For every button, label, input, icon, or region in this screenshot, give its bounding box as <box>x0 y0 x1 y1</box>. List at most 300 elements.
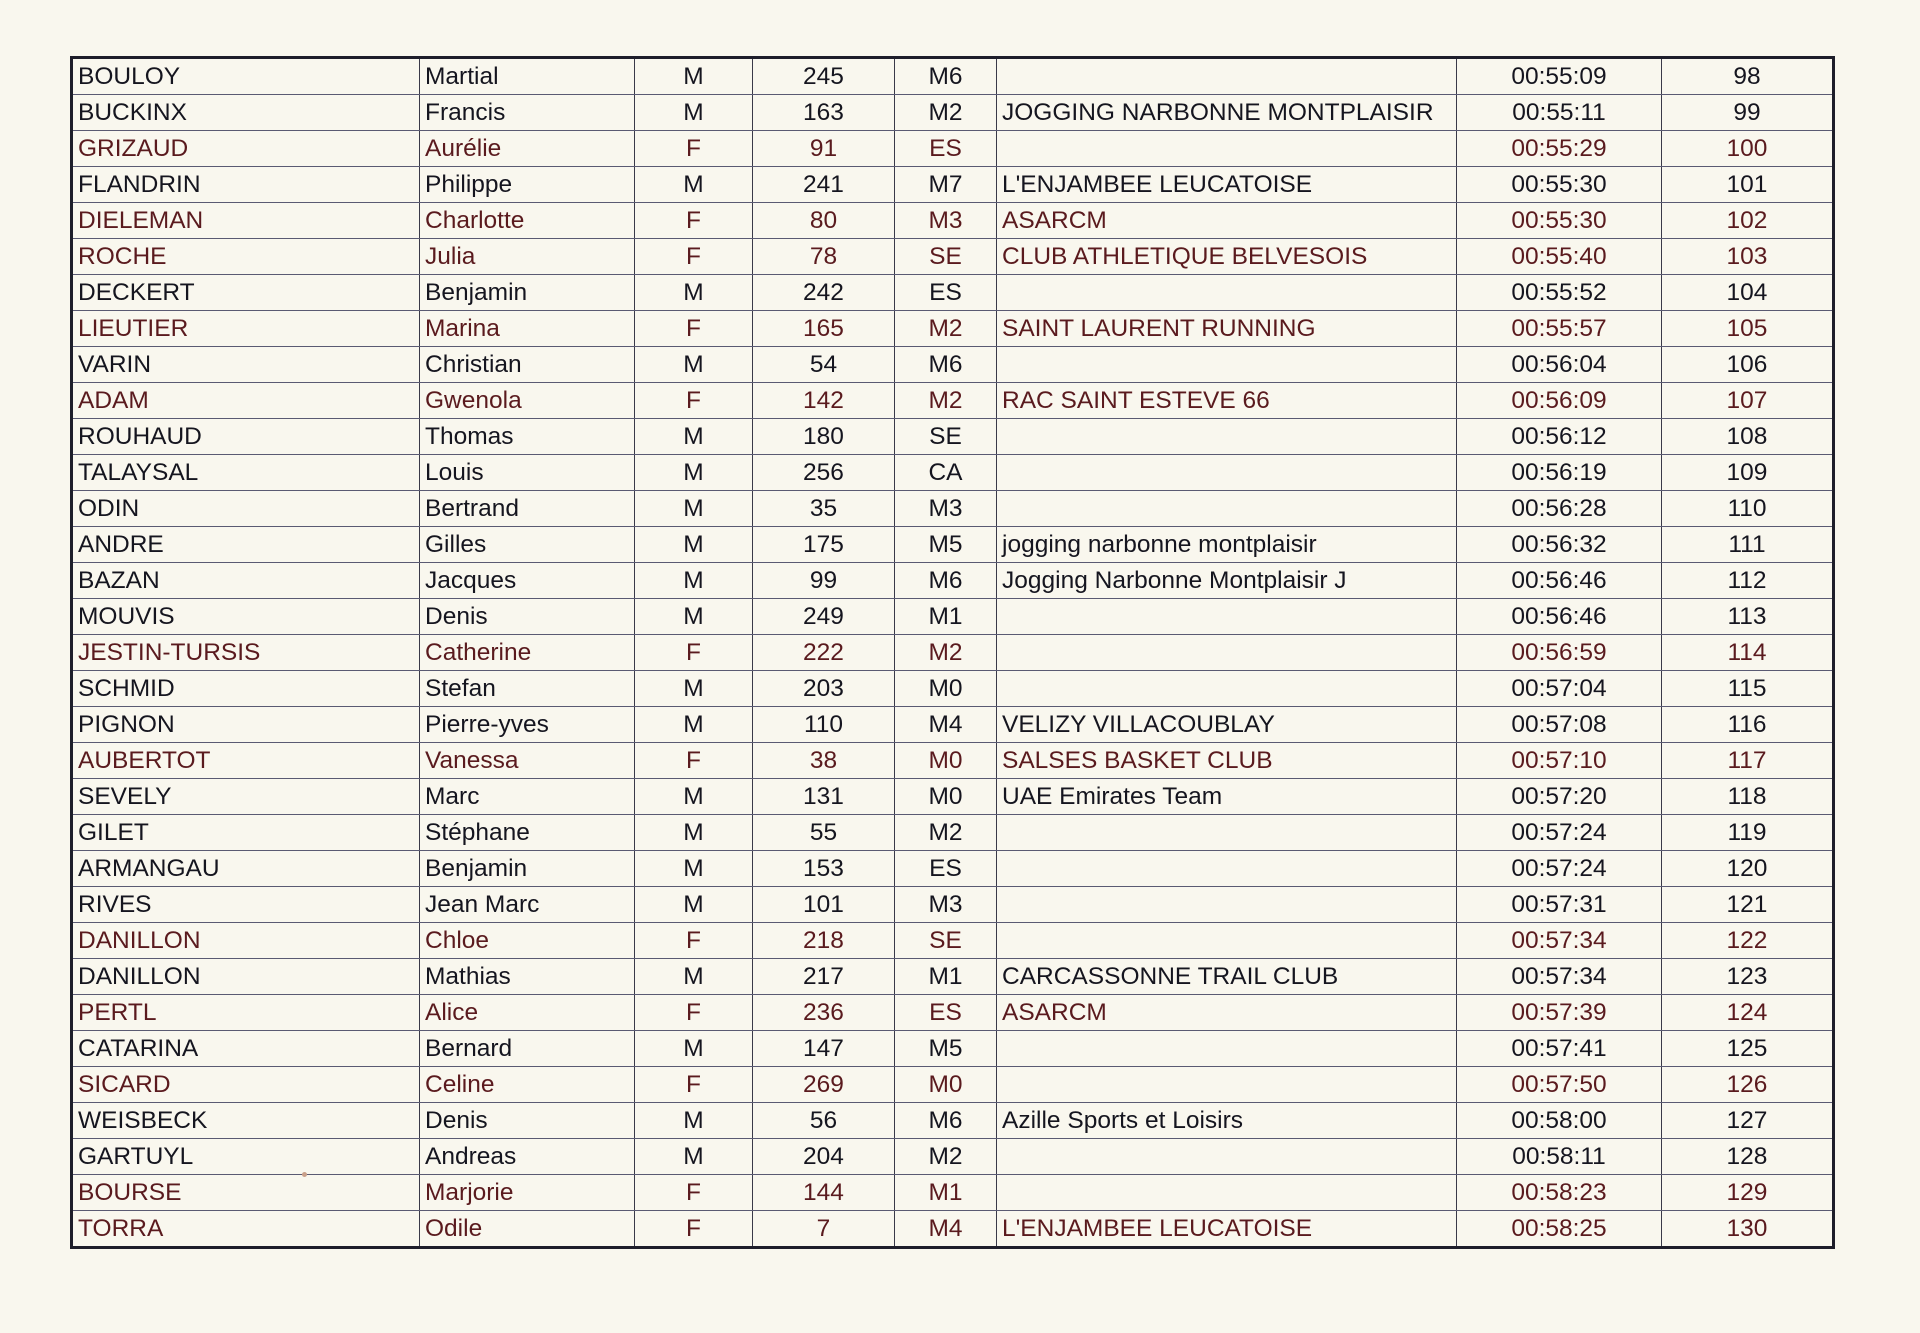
sex-cell: M <box>635 815 753 851</box>
category-cell: M4 <box>895 1211 997 1248</box>
table-row <box>72 599 1834 635</box>
first-name-cell: Denis <box>420 1103 635 1139</box>
last-name-cell: LIEUTIER <box>72 311 420 347</box>
club-cell <box>997 1139 1457 1175</box>
first-name-cell: Bertrand <box>420 491 635 527</box>
bib-number-cell: 236 <box>753 995 895 1031</box>
table-row <box>72 203 1834 239</box>
last-name-cell: GARTUYL <box>72 1139 420 1175</box>
time-cell: 00:57:20 <box>1457 779 1662 815</box>
bib-number-cell: 245 <box>753 58 895 95</box>
category-cell: M3 <box>895 203 997 239</box>
category-cell: M7 <box>895 167 997 203</box>
first-name-cell: Benjamin <box>420 851 635 887</box>
bib-number-cell: 91 <box>753 131 895 167</box>
first-name-cell: Vanessa <box>420 743 635 779</box>
club-cell: RAC SAINT ESTEVE 66 <box>997 383 1457 419</box>
bib-number-cell: 256 <box>753 455 895 491</box>
rank-cell: 126 <box>1662 1067 1834 1103</box>
sex-cell: M <box>635 419 753 455</box>
category-cell: M6 <box>895 58 997 95</box>
club-cell: jogging narbonne montplaisir <box>997 527 1457 563</box>
rank-cell: 127 <box>1662 1103 1834 1139</box>
table-row <box>72 923 1834 959</box>
results-table-body <box>72 58 1834 1248</box>
rank-cell: 111 <box>1662 527 1834 563</box>
table-row <box>72 635 1834 671</box>
club-cell <box>997 419 1457 455</box>
time-cell: 00:57:08 <box>1457 707 1662 743</box>
rank-cell: 122 <box>1662 923 1834 959</box>
category-cell: SE <box>895 923 997 959</box>
bib-number-cell: 56 <box>753 1103 895 1139</box>
bib-number-cell: 78 <box>753 239 895 275</box>
first-name-cell: Jean Marc <box>420 887 635 923</box>
bib-number-cell: 35 <box>753 491 895 527</box>
rank-cell: 129 <box>1662 1175 1834 1211</box>
time-cell: 00:55:11 <box>1457 95 1662 131</box>
time-cell: 00:57:24 <box>1457 851 1662 887</box>
rank-cell: 105 <box>1662 311 1834 347</box>
club-cell <box>997 1175 1457 1211</box>
club-cell: CLUB ATHLETIQUE BELVESOIS <box>997 239 1457 275</box>
first-name-cell: Catherine <box>420 635 635 671</box>
last-name-cell: ANDRE <box>72 527 420 563</box>
first-name-cell: Thomas <box>420 419 635 455</box>
sex-cell: M <box>635 887 753 923</box>
bib-number-cell: 99 <box>753 563 895 599</box>
bib-number-cell: 144 <box>753 1175 895 1211</box>
last-name-cell: GILET <box>72 815 420 851</box>
club-cell <box>997 599 1457 635</box>
last-name-cell: ROUHAUD <box>72 419 420 455</box>
category-cell: M1 <box>895 1175 997 1211</box>
bib-number-cell: 7 <box>753 1211 895 1248</box>
club-cell <box>997 635 1457 671</box>
time-cell: 00:55:09 <box>1457 58 1662 95</box>
last-name-cell: WEISBECK <box>72 1103 420 1139</box>
first-name-cell: Christian <box>420 347 635 383</box>
table-row <box>72 1139 1834 1175</box>
bib-number-cell: 131 <box>753 779 895 815</box>
last-name-cell: ROCHE <box>72 239 420 275</box>
club-cell <box>997 1067 1457 1103</box>
table-row <box>72 815 1834 851</box>
sex-cell: M <box>635 671 753 707</box>
rank-cell: 114 <box>1662 635 1834 671</box>
table-row <box>72 851 1834 887</box>
table-row <box>72 131 1834 167</box>
rank-cell: 113 <box>1662 599 1834 635</box>
sex-cell: F <box>635 1067 753 1103</box>
paper-speck <box>302 1172 307 1177</box>
rank-cell: 112 <box>1662 563 1834 599</box>
club-cell: Jogging Narbonne Montplaisir J <box>997 563 1457 599</box>
time-cell: 00:56:46 <box>1457 563 1662 599</box>
bib-number-cell: 142 <box>753 383 895 419</box>
table-row <box>72 275 1834 311</box>
time-cell: 00:58:11 <box>1457 1139 1662 1175</box>
category-cell: SE <box>895 239 997 275</box>
table-row <box>72 167 1834 203</box>
first-name-cell: Marc <box>420 779 635 815</box>
results-sheet <box>70 56 1832 1249</box>
table-row <box>72 239 1834 275</box>
club-cell: CARCASSONNE TRAIL CLUB <box>997 959 1457 995</box>
sex-cell: F <box>635 311 753 347</box>
first-name-cell: Benjamin <box>420 275 635 311</box>
time-cell: 00:56:32 <box>1457 527 1662 563</box>
rank-cell: 107 <box>1662 383 1834 419</box>
time-cell: 00:55:40 <box>1457 239 1662 275</box>
category-cell: M2 <box>895 1139 997 1175</box>
club-cell <box>997 347 1457 383</box>
bib-number-cell: 38 <box>753 743 895 779</box>
table-row <box>72 1067 1834 1103</box>
first-name-cell: Stefan <box>420 671 635 707</box>
rank-cell: 125 <box>1662 1031 1834 1067</box>
bib-number-cell: 175 <box>753 527 895 563</box>
category-cell: M2 <box>895 95 997 131</box>
last-name-cell: PERTL <box>72 995 420 1031</box>
rank-cell: 103 <box>1662 239 1834 275</box>
sex-cell: F <box>635 239 753 275</box>
last-name-cell: ODIN <box>72 491 420 527</box>
bib-number-cell: 180 <box>753 419 895 455</box>
category-cell: M2 <box>895 635 997 671</box>
last-name-cell: FLANDRIN <box>72 167 420 203</box>
club-cell <box>997 455 1457 491</box>
time-cell: 00:57:34 <box>1457 923 1662 959</box>
bib-number-cell: 153 <box>753 851 895 887</box>
first-name-cell: Gwenola <box>420 383 635 419</box>
time-cell: 00:55:30 <box>1457 203 1662 239</box>
first-name-cell: Bernard <box>420 1031 635 1067</box>
table-row <box>72 527 1834 563</box>
first-name-cell: Charlotte <box>420 203 635 239</box>
bib-number-cell: 101 <box>753 887 895 923</box>
sex-cell: M <box>635 1031 753 1067</box>
first-name-cell: Pierre-yves <box>420 707 635 743</box>
last-name-cell: DIELEMAN <box>72 203 420 239</box>
club-cell: L'ENJAMBEE LEUCATOISE <box>997 167 1457 203</box>
bib-number-cell: 217 <box>753 959 895 995</box>
last-name-cell: SICARD <box>72 1067 420 1103</box>
rank-cell: 116 <box>1662 707 1834 743</box>
sex-cell: F <box>635 1211 753 1248</box>
rank-cell: 117 <box>1662 743 1834 779</box>
rank-cell: 120 <box>1662 851 1834 887</box>
first-name-cell: Philippe <box>420 167 635 203</box>
last-name-cell: AUBERTOT <box>72 743 420 779</box>
club-cell <box>997 275 1457 311</box>
sex-cell: F <box>635 1175 753 1211</box>
club-cell <box>997 815 1457 851</box>
bib-number-cell: 165 <box>753 311 895 347</box>
club-cell <box>997 923 1457 959</box>
time-cell: 00:58:00 <box>1457 1103 1662 1139</box>
sex-cell: M <box>635 563 753 599</box>
time-cell: 00:57:04 <box>1457 671 1662 707</box>
first-name-cell: Stéphane <box>420 815 635 851</box>
club-cell: ASARCM <box>997 995 1457 1031</box>
category-cell: M0 <box>895 671 997 707</box>
category-cell: M5 <box>895 1031 997 1067</box>
sex-cell: M <box>635 707 753 743</box>
time-cell: 00:56:28 <box>1457 491 1662 527</box>
rank-cell: 98 <box>1662 58 1834 95</box>
sex-cell: M <box>635 851 753 887</box>
last-name-cell: BOULOY <box>72 58 420 95</box>
table-row <box>72 1103 1834 1139</box>
time-cell: 00:55:57 <box>1457 311 1662 347</box>
sex-cell: M <box>635 1139 753 1175</box>
table-row <box>72 563 1834 599</box>
last-name-cell: ADAM <box>72 383 420 419</box>
category-cell: M1 <box>895 959 997 995</box>
time-cell: 00:57:10 <box>1457 743 1662 779</box>
rank-cell: 102 <box>1662 203 1834 239</box>
bib-number-cell: 110 <box>753 707 895 743</box>
sex-cell: M <box>635 1103 753 1139</box>
sex-cell: F <box>635 743 753 779</box>
table-row <box>72 959 1834 995</box>
club-cell: JOGGING NARBONNE MONTPLAISIR <box>997 95 1457 131</box>
first-name-cell: Chloe <box>420 923 635 959</box>
last-name-cell: SEVELY <box>72 779 420 815</box>
category-cell: M0 <box>895 743 997 779</box>
rank-cell: 100 <box>1662 131 1834 167</box>
time-cell: 00:55:52 <box>1457 275 1662 311</box>
bib-number-cell: 241 <box>753 167 895 203</box>
last-name-cell: MOUVIS <box>72 599 420 635</box>
rank-cell: 110 <box>1662 491 1834 527</box>
sex-cell: F <box>635 635 753 671</box>
last-name-cell: DECKERT <box>72 275 420 311</box>
table-row <box>72 419 1834 455</box>
category-cell: ES <box>895 851 997 887</box>
category-cell: M2 <box>895 383 997 419</box>
sex-cell: M <box>635 779 753 815</box>
sex-cell: M <box>635 527 753 563</box>
table-row <box>72 455 1834 491</box>
club-cell: ASARCM <box>997 203 1457 239</box>
sex-cell: F <box>635 203 753 239</box>
club-cell: UAE Emirates Team <box>997 779 1457 815</box>
club-cell: SALSES BASKET CLUB <box>997 743 1457 779</box>
rank-cell: 101 <box>1662 167 1834 203</box>
bib-number-cell: 218 <box>753 923 895 959</box>
table-row <box>72 491 1834 527</box>
first-name-cell: Louis <box>420 455 635 491</box>
rank-cell: 128 <box>1662 1139 1834 1175</box>
table-row <box>72 1211 1834 1248</box>
last-name-cell: BUCKINX <box>72 95 420 131</box>
category-cell: CA <box>895 455 997 491</box>
bib-number-cell: 54 <box>753 347 895 383</box>
sex-cell: M <box>635 95 753 131</box>
rank-cell: 130 <box>1662 1211 1834 1248</box>
table-row <box>72 779 1834 815</box>
sex-cell: M <box>635 167 753 203</box>
last-name-cell: CATARINA <box>72 1031 420 1067</box>
rank-cell: 124 <box>1662 995 1834 1031</box>
last-name-cell: SCHMID <box>72 671 420 707</box>
first-name-cell: Alice <box>420 995 635 1031</box>
time-cell: 00:56:59 <box>1457 635 1662 671</box>
sex-cell: F <box>635 923 753 959</box>
category-cell: ES <box>895 131 997 167</box>
first-name-cell: Gilles <box>420 527 635 563</box>
table-row <box>72 743 1834 779</box>
first-name-cell: Marina <box>420 311 635 347</box>
rank-cell: 119 <box>1662 815 1834 851</box>
club-cell: Azille Sports et Loisirs <box>997 1103 1457 1139</box>
bib-number-cell: 249 <box>753 599 895 635</box>
time-cell: 00:55:30 <box>1457 167 1662 203</box>
first-name-cell: Francis <box>420 95 635 131</box>
first-name-cell: Julia <box>420 239 635 275</box>
last-name-cell: RIVES <box>72 887 420 923</box>
time-cell: 00:58:25 <box>1457 1211 1662 1248</box>
sex-cell: M <box>635 959 753 995</box>
time-cell: 00:57:41 <box>1457 1031 1662 1067</box>
bib-number-cell: 269 <box>753 1067 895 1103</box>
category-cell: M3 <box>895 887 997 923</box>
last-name-cell: TORRA <box>72 1211 420 1248</box>
last-name-cell: JESTIN-TURSIS <box>72 635 420 671</box>
category-cell: M2 <box>895 311 997 347</box>
club-cell: L'ENJAMBEE LEUCATOISE <box>997 1211 1457 1248</box>
table-row <box>72 707 1834 743</box>
club-cell <box>997 887 1457 923</box>
category-cell: M0 <box>895 779 997 815</box>
time-cell: 00:57:50 <box>1457 1067 1662 1103</box>
table-row <box>72 995 1834 1031</box>
last-name-cell: DANILLON <box>72 923 420 959</box>
category-cell: M6 <box>895 1103 997 1139</box>
sex-cell: F <box>635 383 753 419</box>
time-cell: 00:56:12 <box>1457 419 1662 455</box>
time-cell: 00:56:46 <box>1457 599 1662 635</box>
last-name-cell: BAZAN <box>72 563 420 599</box>
last-name-cell: PIGNON <box>72 707 420 743</box>
sex-cell: M <box>635 455 753 491</box>
table-row <box>72 311 1834 347</box>
rank-cell: 99 <box>1662 95 1834 131</box>
first-name-cell: Celine <box>420 1067 635 1103</box>
last-name-cell: ARMANGAU <box>72 851 420 887</box>
bib-number-cell: 163 <box>753 95 895 131</box>
category-cell: ES <box>895 275 997 311</box>
bib-number-cell: 147 <box>753 1031 895 1067</box>
first-name-cell: Marjorie <box>420 1175 635 1211</box>
bib-number-cell: 204 <box>753 1139 895 1175</box>
table-row <box>72 95 1834 131</box>
last-name-cell: VARIN <box>72 347 420 383</box>
table-row <box>72 671 1834 707</box>
first-name-cell: Jacques <box>420 563 635 599</box>
time-cell: 00:57:39 <box>1457 995 1662 1031</box>
category-cell: M2 <box>895 815 997 851</box>
sex-cell: M <box>635 491 753 527</box>
category-cell: M6 <box>895 347 997 383</box>
table-row <box>72 58 1834 95</box>
rank-cell: 109 <box>1662 455 1834 491</box>
time-cell: 00:56:04 <box>1457 347 1662 383</box>
time-cell: 00:57:31 <box>1457 887 1662 923</box>
table-row <box>72 383 1834 419</box>
bib-number-cell: 222 <box>753 635 895 671</box>
sex-cell: F <box>635 995 753 1031</box>
sex-cell: M <box>635 347 753 383</box>
first-name-cell: Andreas <box>420 1139 635 1175</box>
club-cell <box>997 131 1457 167</box>
rank-cell: 115 <box>1662 671 1834 707</box>
last-name-cell: TALAYSAL <box>72 455 420 491</box>
sex-cell: M <box>635 275 753 311</box>
last-name-cell: GRIZAUD <box>72 131 420 167</box>
club-cell <box>997 58 1457 95</box>
sex-cell: F <box>635 131 753 167</box>
category-cell: SE <box>895 419 997 455</box>
time-cell: 00:58:23 <box>1457 1175 1662 1211</box>
table-row <box>72 1175 1834 1211</box>
category-cell: M1 <box>895 599 997 635</box>
last-name-cell: DANILLON <box>72 959 420 995</box>
category-cell: M5 <box>895 527 997 563</box>
time-cell: 00:57:34 <box>1457 959 1662 995</box>
first-name-cell: Martial <box>420 58 635 95</box>
rank-cell: 121 <box>1662 887 1834 923</box>
time-cell: 00:57:24 <box>1457 815 1662 851</box>
category-cell: M4 <box>895 707 997 743</box>
rank-cell: 106 <box>1662 347 1834 383</box>
first-name-cell: Odile <box>420 1211 635 1248</box>
club-cell: SAINT LAURENT RUNNING <box>997 311 1457 347</box>
last-name-cell: BOURSE <box>72 1175 420 1211</box>
club-cell <box>997 851 1457 887</box>
first-name-cell: Aurélie <box>420 131 635 167</box>
rank-cell: 123 <box>1662 959 1834 995</box>
club-cell: VELIZY VILLACOUBLAY <box>997 707 1457 743</box>
sex-cell: M <box>635 599 753 635</box>
bib-number-cell: 203 <box>753 671 895 707</box>
rank-cell: 108 <box>1662 419 1834 455</box>
bib-number-cell: 55 <box>753 815 895 851</box>
category-cell: ES <box>895 995 997 1031</box>
club-cell <box>997 1031 1457 1067</box>
table-row <box>72 347 1834 383</box>
time-cell: 00:56:19 <box>1457 455 1662 491</box>
rank-cell: 118 <box>1662 779 1834 815</box>
first-name-cell: Mathias <box>420 959 635 995</box>
category-cell: M6 <box>895 563 997 599</box>
rank-cell: 104 <box>1662 275 1834 311</box>
table-row <box>72 1031 1834 1067</box>
club-cell <box>997 491 1457 527</box>
results-table <box>70 56 1835 1249</box>
club-cell <box>997 671 1457 707</box>
first-name-cell: Denis <box>420 599 635 635</box>
bib-number-cell: 80 <box>753 203 895 239</box>
category-cell: M0 <box>895 1067 997 1103</box>
bib-number-cell: 242 <box>753 275 895 311</box>
category-cell: M3 <box>895 491 997 527</box>
time-cell: 00:56:09 <box>1457 383 1662 419</box>
table-row <box>72 887 1834 923</box>
time-cell: 00:55:29 <box>1457 131 1662 167</box>
